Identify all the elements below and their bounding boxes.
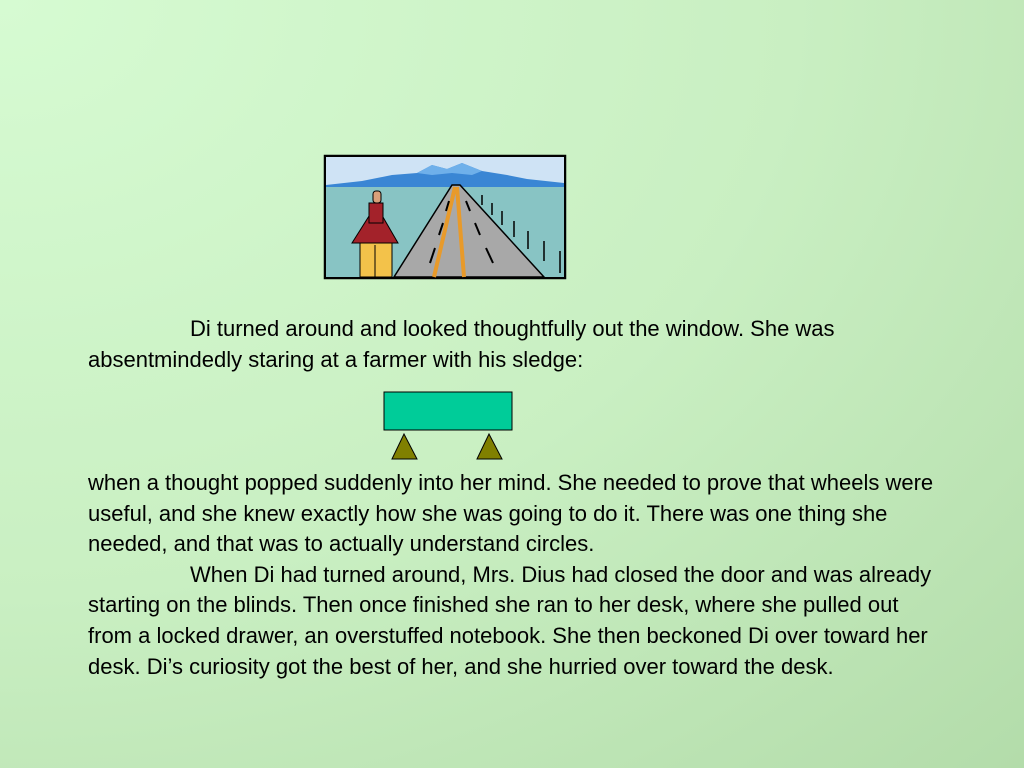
story-paragraph-1: Di turned around and looked thoughtfully out the window. She was absentmindedly staring at a farmer with his sledge: [88, 316, 835, 372]
story-paragraph-2: when a thought popped suddenly into her mind. She needed to prove that wheels were useful, and she knew exactly how she was going to do it. There was one thing she needed, and that was to actually understand circles. When Di had turned around, Mrs. Dius had closed the door and was already starting on the blinds. Then once finished she ran to her desk, where she pulled out from a locked drawer, an overstuffed notebook. She then beckoned Di over toward her desk. Di’s curiosity got the best of her, and she hurried over toward the desk. [88, 470, 934, 679]
farmer-on-road-clipart-icon [322, 153, 568, 281]
sledge-diagram-icon [382, 391, 516, 463]
